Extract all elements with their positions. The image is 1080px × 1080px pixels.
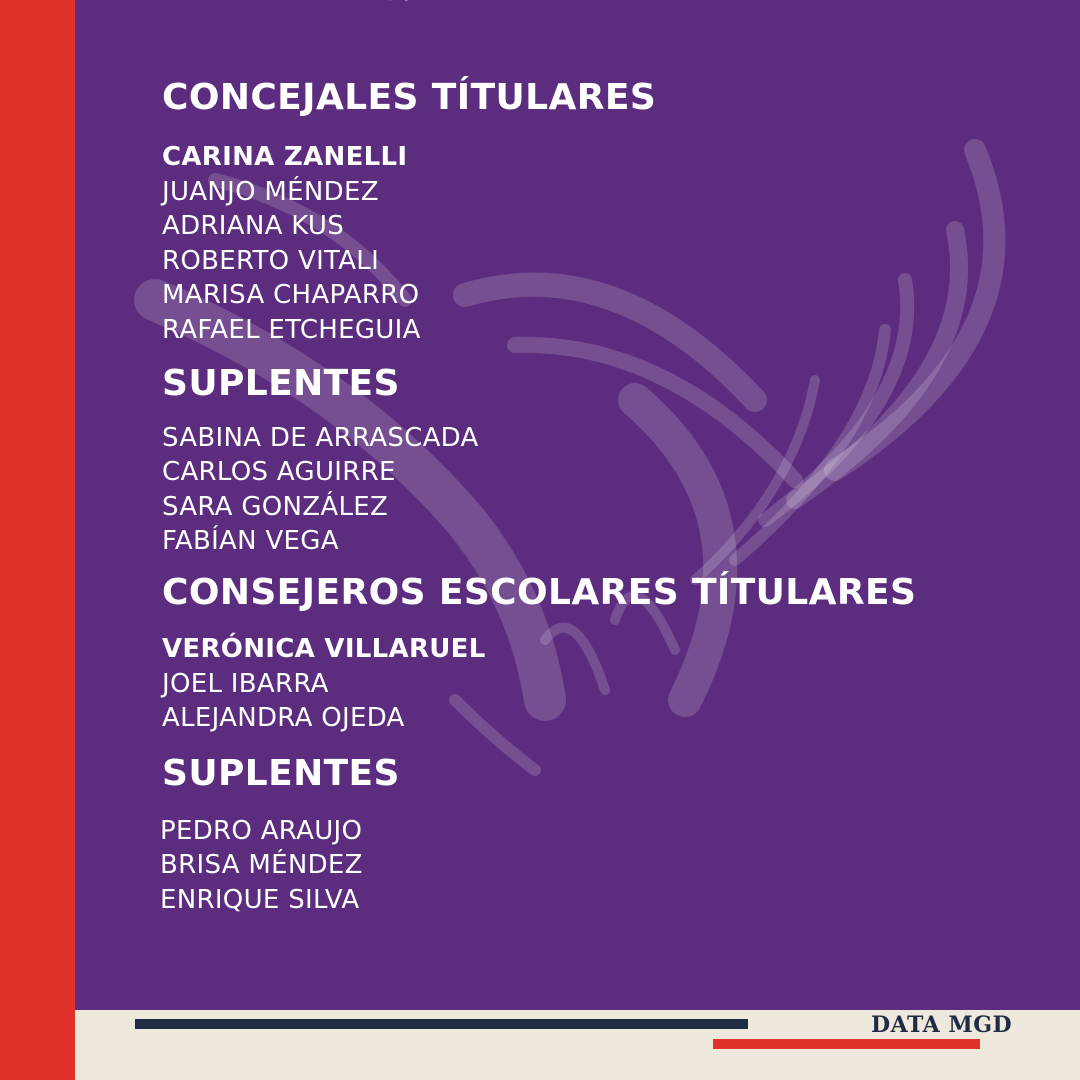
name-list <box>162 421 1042 559</box>
eagle-logo-icon <box>340 0 460 20</box>
section-heading: SUPLENTES <box>162 752 400 794</box>
name-item: JOEL IBARRA <box>162 668 329 699</box>
section-suplentes-consejeros <box>162 751 1042 918</box>
name-item: SARA GONZÁLEZ <box>162 491 389 522</box>
name-item: SABINA DE ARRASCADA <box>162 422 479 453</box>
name-item: CARLOS AGUIRRE <box>162 457 396 488</box>
name-item: ENRIQUE SILVA <box>160 884 360 915</box>
name-item: ROBERTO VITALI <box>162 245 380 276</box>
section-consejeros-escolares-titulares <box>162 570 1042 736</box>
name-item: CARINA ZANELLI <box>162 142 408 172</box>
name-item: PEDRO ARAUJO <box>160 815 363 846</box>
name-item: RAFAEL ETCHEGUIA <box>162 314 421 345</box>
name-item: JUANJO MÉNDEZ <box>162 176 379 207</box>
name-list <box>162 140 1042 348</box>
name-list <box>160 814 1042 918</box>
left-red-strip <box>0 0 75 1080</box>
footer-red-bar <box>713 1039 980 1049</box>
name-item: VERÓNICA VILLARUEL <box>162 633 486 664</box>
name-item: MARISA CHAPARRO <box>162 280 420 311</box>
section-heading: CONSEJEROS ESCOLARES TÍTULARES <box>162 571 917 613</box>
name-item: ALEJANDRA OJEDA <box>162 703 405 734</box>
footer-navy-bar <box>135 1019 748 1029</box>
section-suplentes-concejales <box>162 361 1042 559</box>
name-list <box>162 632 1042 736</box>
footer <box>75 1010 1080 1080</box>
name-item: ADRIANA KUS <box>162 211 345 242</box>
footer-credit: DATA MGD <box>871 1012 1013 1038</box>
name-item: BRISA MÉNDEZ <box>160 850 363 881</box>
candidate-lists <box>162 75 1042 918</box>
section-heading: SUPLENTES <box>162 362 400 404</box>
section-heading: CONCEJALES TÍTULARES <box>162 77 657 118</box>
section-concejales-titulares <box>162 75 1042 348</box>
name-item: FABÍAN VEGA <box>162 526 339 557</box>
